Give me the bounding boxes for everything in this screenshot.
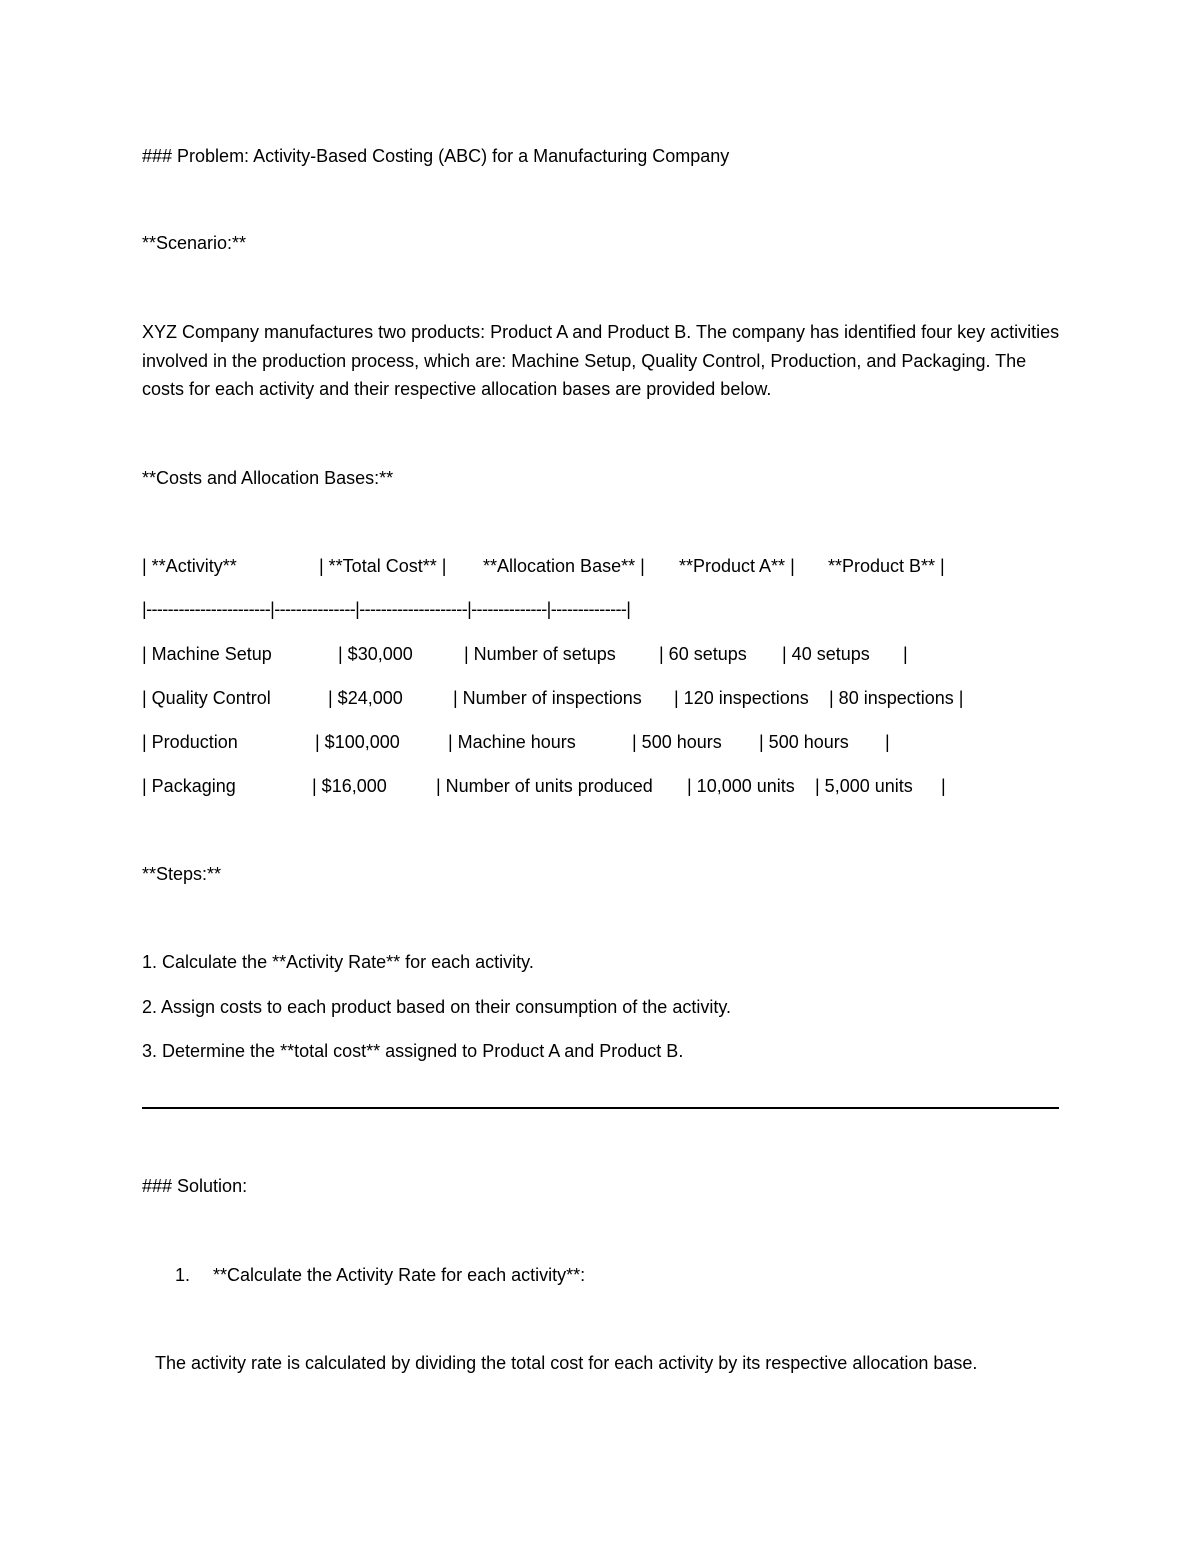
table-cell: | 80 inspections |	[829, 688, 964, 708]
table-cell: | 500 hours	[632, 732, 722, 752]
table-cell: | 500 hours	[759, 732, 849, 752]
solution-item-text: **Calculate the Activity Rate for each activity**:	[213, 1265, 586, 1285]
step-item: 3. Determine the **total cost** assigned to Product A and Product B.	[142, 1041, 684, 1061]
table-cell: | Packaging	[142, 776, 236, 796]
table-cell: | $16,000	[312, 776, 387, 796]
table-separator: |-----------------------|---------------|--------------------|--------------|--------------|	[142, 599, 631, 619]
table-cell: | Machine Setup	[142, 644, 272, 664]
table-cell: | Number of units produced	[436, 776, 653, 796]
table-cell: | Production	[142, 732, 238, 752]
table-cell: | $100,000	[315, 732, 400, 752]
solution-item-number: 1.	[175, 1265, 191, 1285]
solution-paragraph: The activity rate is calculated by dividing the total cost for each activity by its respective allocation base.	[155, 1353, 978, 1373]
scenario-label: **Scenario:**	[142, 233, 247, 253]
steps-label: **Steps:**	[142, 864, 222, 884]
table-header-cell: | **Total Cost** |	[319, 556, 447, 576]
table-cell: | Quality Control	[142, 688, 271, 708]
table-row	[142, 775, 1060, 797]
table-cell: | Number of setups	[464, 644, 616, 664]
table-cell: | 60 setups	[659, 644, 747, 664]
step-item: 2. Assign costs to each product based on their consumption of the activity.	[142, 997, 731, 1017]
table-cell: |	[903, 644, 908, 664]
table-row	[142, 643, 1060, 665]
table-cell: | 10,000 units	[687, 776, 795, 796]
step-item: 1. Calculate the **Activity Rate** for each activity.	[142, 952, 534, 972]
table-cell: | Number of inspections	[453, 688, 642, 708]
table-cell: | $30,000	[338, 644, 413, 664]
table-cell: | 120 inspections	[674, 688, 809, 708]
table-header-cell: **Product B** |	[828, 556, 945, 576]
table-row	[142, 731, 1060, 753]
table-header-cell: | **Activity**	[142, 556, 237, 576]
problem-heading: ### Problem: Activity-Based Costing (ABC) for a Manufacturing Company	[142, 146, 730, 166]
costs-label: **Costs and Allocation Bases:**	[142, 468, 394, 488]
table-header-row	[142, 555, 1060, 577]
table-cell: | 5,000 units	[815, 776, 913, 796]
horizontal-rule	[142, 1107, 1059, 1109]
table-cell: |	[885, 732, 890, 752]
solution-heading: ### Solution:	[142, 1176, 248, 1196]
table-cell: |	[941, 776, 946, 796]
table-cell: | Machine hours	[448, 732, 576, 752]
table-cell: | $24,000	[328, 688, 403, 708]
table-cell: | 40 setups	[782, 644, 870, 664]
table-header-cell: **Allocation Base** |	[483, 556, 645, 576]
table-row	[142, 687, 1060, 709]
scenario-paragraph: XYZ Company manufactures two products: Product A and Product B. The company has identified four key activities involved in the production process, which are: Machine Setup, Quality Control, Production, and Packaging. The costs for each activity and their respective allocation bases are provided below.	[142, 322, 1060, 399]
table-header-cell: **Product A** |	[679, 556, 795, 576]
